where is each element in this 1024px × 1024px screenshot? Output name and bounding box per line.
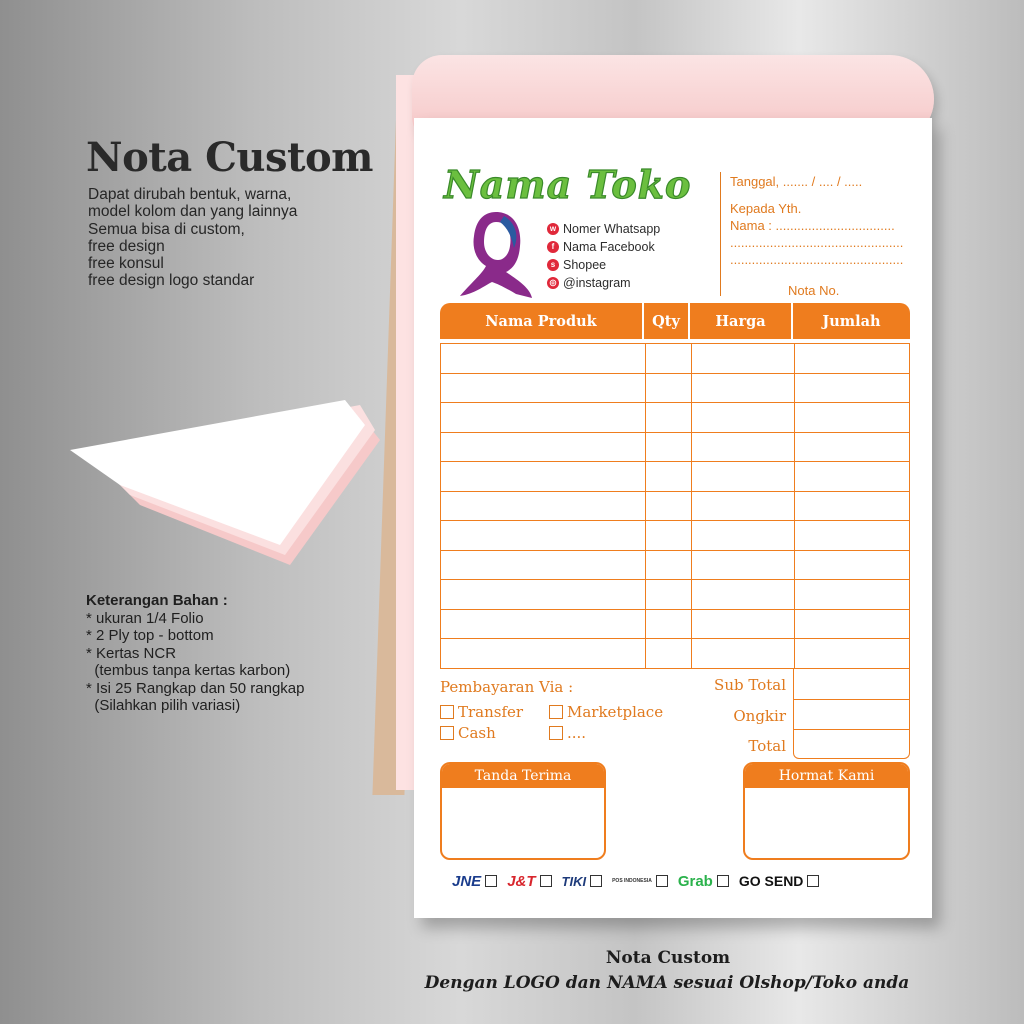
courier-jne: [452, 873, 497, 890]
totals-row: [794, 699, 909, 700]
material-line: * Kertas NCR: [86, 644, 177, 662]
checkbox: [485, 875, 497, 887]
payment-cash-option: [440, 724, 496, 742]
material-line: * Isi 25 Rangkap dan 50 rangkap: [86, 679, 305, 697]
table-row: [441, 373, 909, 374]
seller-signature-caption: Hormat Kami: [745, 764, 908, 788]
social-contacts: [547, 220, 660, 292]
grab-logo: Grab: [677, 872, 713, 890]
loose-paper-sheets: [60, 395, 390, 575]
courier-options: [452, 868, 912, 894]
social-instagram: [547, 274, 660, 292]
checkbox: [656, 875, 668, 887]
total-label: Total: [748, 737, 786, 755]
table-row: [441, 402, 909, 403]
address-line: ................................................: [730, 252, 904, 267]
pos-indonesia-logo: POS INDONESIA: [612, 878, 652, 884]
courier-tiki: [562, 874, 603, 889]
payment-other-option: [549, 724, 586, 742]
material-line: (Silahkan pilih variasi): [86, 697, 241, 714]
shop-name-logo: Nama Toko: [444, 162, 692, 207]
checkbox: [807, 875, 819, 887]
col-header-amount: Jumlah: [822, 312, 881, 330]
promo-title: Nota Custom: [86, 134, 373, 181]
instagram-icon: ◎: [547, 277, 559, 289]
table-row: [441, 579, 909, 580]
shopee-label: Shopee: [563, 258, 607, 272]
receipt-signature-caption: Tanda Terima: [442, 764, 604, 788]
col-header-price: Harga: [690, 303, 793, 339]
option-label: Cash: [458, 724, 496, 742]
table-row: [441, 638, 909, 639]
checkbox: [549, 726, 563, 740]
col-header-product: Nama Produk: [440, 303, 644, 339]
promo-line: Semua bisa di custom,: [88, 220, 245, 238]
checkbox: [540, 875, 552, 887]
promo-description: [88, 186, 297, 290]
column-divider: [691, 344, 692, 668]
promo-line: free design logo standar: [88, 272, 255, 290]
material-info: [86, 592, 305, 715]
checkbox: [549, 705, 563, 719]
promo-line: model kolom dan yang lainnya: [88, 203, 298, 221]
social-facebook: [547, 238, 660, 256]
facebook-icon: f: [547, 241, 559, 253]
totals-row: [794, 729, 909, 730]
jne-logo: JNE: [452, 872, 482, 890]
name-field: Nama : .................................: [730, 218, 895, 233]
option-label: ....: [567, 724, 587, 742]
checkbox: [440, 726, 454, 740]
whatsapp-icon: w: [547, 223, 559, 235]
table-row: [441, 432, 909, 433]
header-divider: [720, 172, 721, 296]
table-row: [441, 461, 909, 462]
shipping-label: Ongkir: [733, 707, 786, 725]
option-label: Transfer: [458, 703, 524, 721]
whatsapp-label: Nomer Whatsapp: [563, 222, 661, 236]
customer-info: [730, 173, 903, 268]
address-line: ................................................: [730, 235, 904, 250]
courier-gosend: [739, 873, 820, 889]
table-row: [441, 491, 909, 492]
table-header: [440, 303, 910, 339]
hijab-logo-icon: [456, 208, 536, 300]
footer-title: Nota Custom: [605, 948, 731, 968]
social-shopee: [547, 256, 660, 274]
column-divider: [645, 344, 646, 668]
seller-signature-box: [743, 762, 910, 860]
promo-line: free konsul: [88, 255, 164, 273]
footer-subtitle: Dengan LOGO dan NAMA sesuai Olshop/Toko anda: [424, 973, 910, 993]
checkbox: [590, 875, 602, 887]
table-row: [441, 520, 909, 521]
payment-transfer-option: [440, 703, 523, 721]
checkbox: [440, 705, 454, 719]
material-line: * ukuran 1/4 Folio: [86, 609, 204, 627]
tiki-logo: TIKI: [561, 873, 587, 889]
col-header-qty: Qty: [644, 303, 690, 339]
totals-box: [793, 669, 910, 759]
checkbox: [717, 875, 729, 887]
courier-pos: [612, 875, 668, 887]
invoice-number-label: Nota No.: [788, 283, 840, 298]
subtotal-label: Sub Total: [714, 676, 786, 694]
totals-labels: [600, 676, 786, 766]
facebook-label: Nama Facebook: [563, 240, 655, 254]
courier-grab: [678, 873, 729, 890]
shopee-icon: s: [547, 259, 559, 271]
recipient-label: Kepada Yth.: [730, 201, 802, 216]
option-label: Marketplace: [567, 703, 664, 721]
receipt-signature-box: [440, 762, 606, 860]
material-line: (tembus tanpa kertas karbon): [86, 662, 291, 679]
items-table: [440, 343, 910, 669]
instagram-label: @instagram: [563, 276, 631, 290]
courier-jnt: [507, 873, 551, 890]
promo-line: free design: [88, 237, 165, 255]
payment-label: Pembayaran Via :: [440, 678, 574, 696]
material-heading: Keterangan Bahan :: [86, 592, 228, 609]
jnt-logo: J&T: [507, 872, 536, 890]
table-row: [441, 550, 909, 551]
material-line: * 2 Ply top - bottom: [86, 627, 214, 644]
date-field: Tanggal, ....... / .... / .....: [730, 174, 863, 189]
column-divider: [794, 344, 795, 668]
table-row: [441, 609, 909, 610]
promo-line: Dapat dirubah bentuk, warna,: [88, 186, 292, 203]
social-whatsapp: [547, 220, 660, 238]
gosend-logo: GO SEND: [738, 873, 804, 889]
